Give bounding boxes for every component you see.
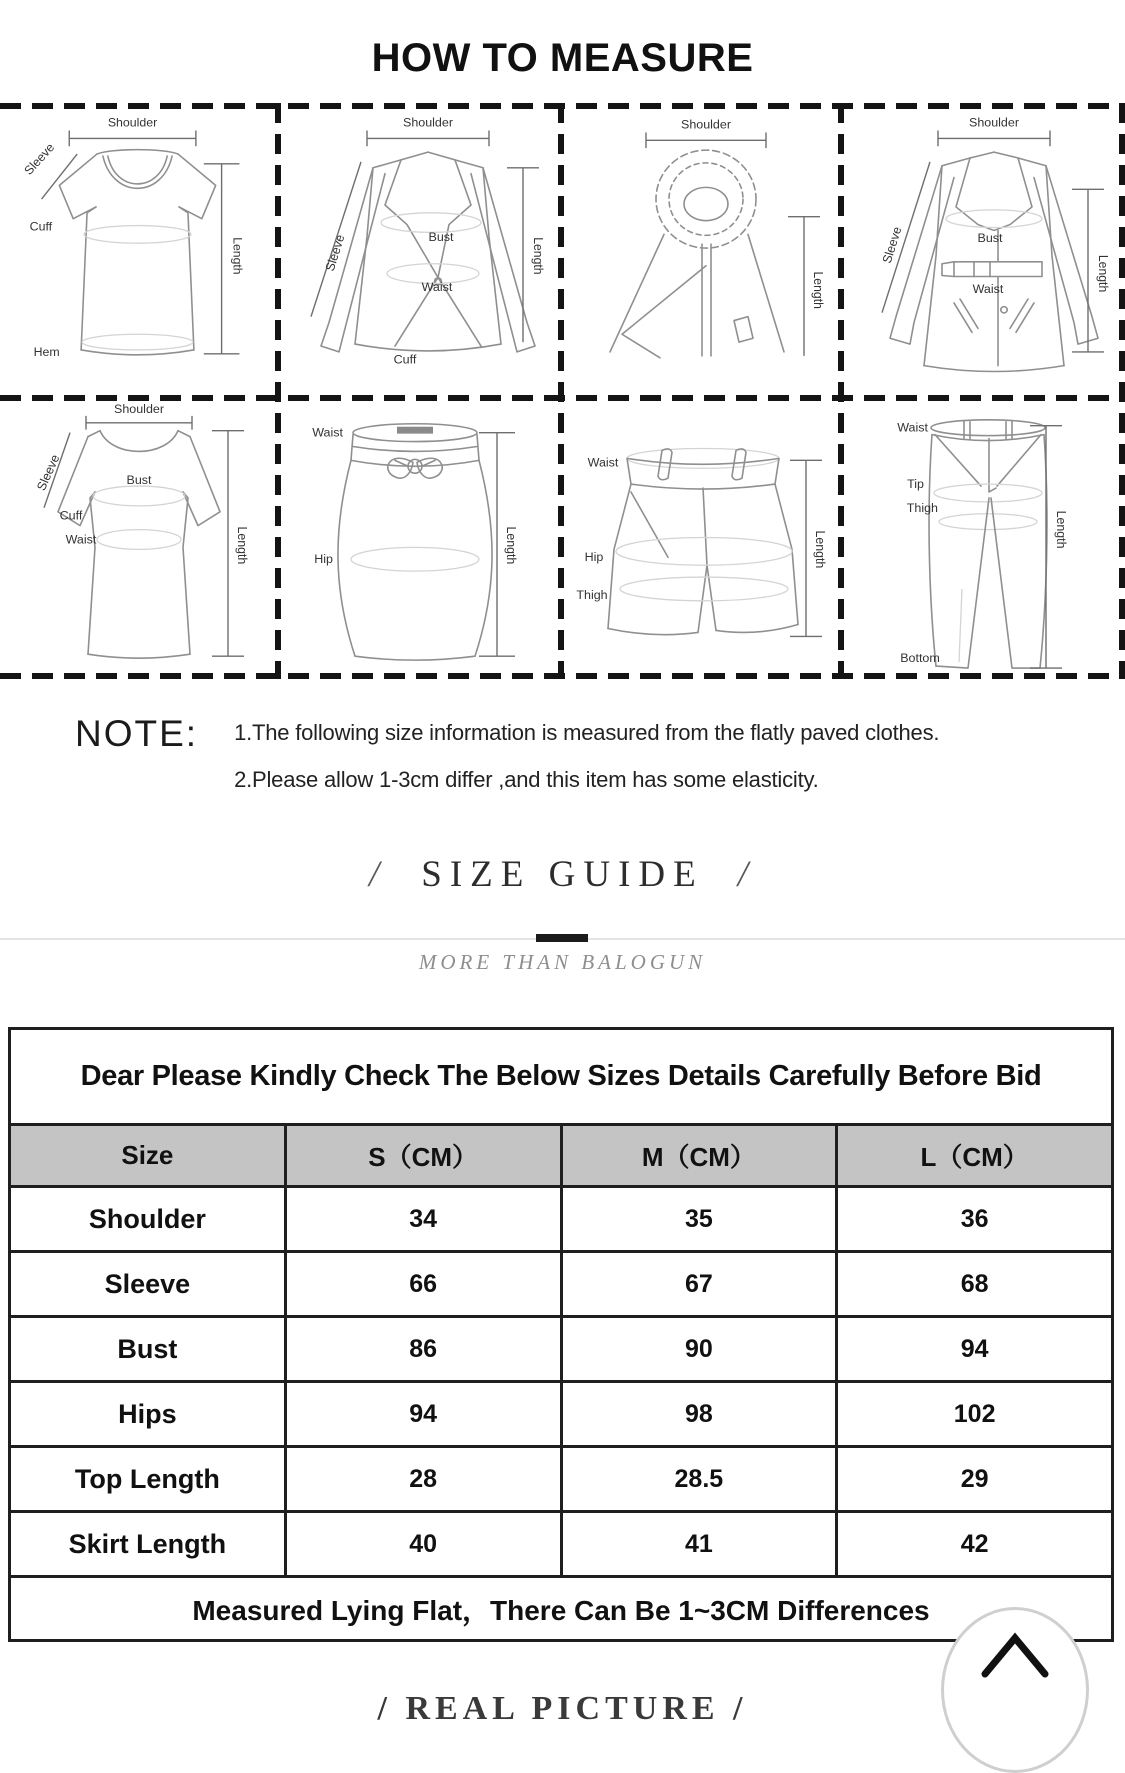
col-header-s: S（CM） — [285, 1125, 561, 1187]
cell: 34 — [285, 1187, 561, 1252]
row-label: Bust — [10, 1317, 286, 1382]
measure-diagram-grid — [0, 103, 1125, 679]
cell: 28 — [285, 1447, 561, 1512]
blazer-diagram — [275, 109, 558, 395]
col-header-l: L（CM） — [837, 1125, 1113, 1187]
note-section — [75, 714, 939, 814]
row-label: Sleeve — [10, 1252, 286, 1317]
blazer-length-label: Length — [530, 237, 546, 275]
note-label: NOTE: — [75, 713, 199, 754]
dress-shoulder-label: Shoulder — [113, 401, 165, 416]
col-header-m: M（CM） — [561, 1125, 837, 1187]
pants-thigh-label: Thigh — [906, 500, 938, 515]
slash-left: / — [369, 854, 388, 895]
table-row-hips — [10, 1382, 1113, 1447]
table-row-sleeve — [10, 1252, 1113, 1317]
skirt-hip-label: Hip — [314, 552, 333, 567]
dress-waist-label: Waist — [65, 532, 97, 547]
fur-coat-length-label: Length — [810, 271, 826, 309]
tshirt-sleeve-label: Sleeve — [21, 140, 58, 178]
row-label: Hips — [10, 1382, 286, 1447]
cell: 40 — [285, 1512, 561, 1577]
table-header-row — [10, 1125, 1113, 1187]
pants-tip-label: Tip — [907, 477, 924, 492]
dress-cuff-label: Cuff — [59, 508, 83, 523]
dress-diagram — [0, 401, 278, 673]
trench-coat-diagram — [838, 109, 1125, 395]
trench-shoulder-label: Shoulder — [969, 115, 1019, 130]
trench-waist-label: Waist — [972, 282, 1004, 297]
size-table — [8, 1027, 1114, 1642]
cell: 86 — [285, 1317, 561, 1382]
divider-accent-bar — [536, 934, 588, 942]
cell: 94 — [837, 1317, 1113, 1382]
table-row-bust — [10, 1317, 1113, 1382]
pants-diagram — [838, 401, 1125, 673]
trench-bust-label: Bust — [977, 231, 1003, 246]
shorts-thigh-label: Thigh — [576, 587, 608, 602]
cell: 68 — [837, 1252, 1113, 1317]
dress-length-label: Length — [234, 526, 250, 565]
tshirt-length-label: Length — [230, 237, 245, 275]
trench-sleeve-label: Sleeve — [879, 225, 905, 265]
table-caption-row — [10, 1029, 1113, 1125]
blazer-waist-label: Waist — [421, 280, 453, 295]
fur-coat-shoulder-label: Shoulder — [681, 117, 731, 132]
note-line-1: 1.The following size information is measured from the flatly paved clothes. — [234, 720, 940, 745]
blazer-shoulder-label: Shoulder — [403, 115, 453, 130]
cell: 66 — [285, 1252, 561, 1317]
cell: 28.5 — [561, 1447, 837, 1512]
cell: 29 — [837, 1447, 1113, 1512]
size-guide-heading — [0, 853, 1125, 896]
blazer-cuff-label: Cuff — [393, 352, 417, 367]
trench-length-label: Length — [1095, 254, 1111, 293]
note-line-2: 2.Please allow 1-3cm differ ,and this item has some elasticity. — [234, 767, 819, 792]
skirt-diagram — [275, 401, 558, 673]
shorts-length-label: Length — [812, 530, 828, 569]
shorts-diagram — [558, 401, 838, 673]
slash-right: / — [737, 854, 756, 895]
fur-coat-diagram — [558, 109, 838, 395]
cell: 42 — [837, 1512, 1113, 1577]
blazer-sleeve-label: Sleeve — [322, 232, 348, 273]
shorts-waist-label: Waist — [587, 455, 619, 470]
table-row-top-length — [10, 1447, 1113, 1512]
skirt-length-label: Length — [503, 526, 519, 565]
shorts-hip-label: Hip — [584, 550, 604, 565]
cell: 90 — [561, 1317, 837, 1382]
blazer-bust-label: Bust — [428, 230, 454, 245]
dress-bust-label: Bust — [126, 473, 152, 488]
size-guide-title: SIZE GUIDE — [421, 854, 704, 895]
cell: 102 — [837, 1382, 1113, 1447]
scroll-top-button[interactable] — [941, 1607, 1089, 1773]
dress-sleeve-label: Sleeve — [34, 452, 63, 493]
tshirt-hem-label: Hem — [33, 344, 60, 359]
cell: 94 — [285, 1382, 561, 1447]
table-caption: Dear Please Kindly Check The Below Sizes Details Carefully Before Bid — [10, 1029, 1113, 1125]
cell: 36 — [837, 1187, 1113, 1252]
brand-subtitle: MORE THAN BALOGUN — [418, 950, 707, 974]
table-footer-row — [10, 1577, 1113, 1641]
page-title: HOW TO MEASURE — [371, 36, 754, 80]
row-label: Shoulder — [10, 1187, 286, 1252]
table-row-skirt-length — [10, 1512, 1113, 1577]
pants-length-label: Length — [1053, 510, 1069, 549]
cell: 98 — [561, 1382, 837, 1447]
col-header-size: Size — [10, 1125, 286, 1187]
row-label: Skirt Length — [10, 1512, 286, 1577]
table-footer-note: Measured Lying Flat，There Can Be 1~3CM Differences — [10, 1577, 1113, 1641]
cell: 41 — [561, 1512, 837, 1577]
skirt-waist-label: Waist — [312, 425, 343, 440]
cell: 35 — [561, 1187, 837, 1252]
row-label: Top Length — [10, 1447, 286, 1512]
tshirt-cuff-label: Cuff — [29, 219, 53, 234]
real-picture-heading: / REAL PICTURE / — [377, 1690, 748, 1727]
tshirt-shoulder-label: Shoulder — [107, 115, 158, 130]
cell: 67 — [561, 1252, 837, 1317]
chevron-up-icon — [977, 1630, 1053, 1678]
table-row-shoulder — [10, 1187, 1113, 1252]
pants-bottom-label: Bottom — [900, 651, 940, 666]
pants-waist-label: Waist — [897, 420, 928, 435]
tshirt-diagram — [0, 109, 278, 395]
